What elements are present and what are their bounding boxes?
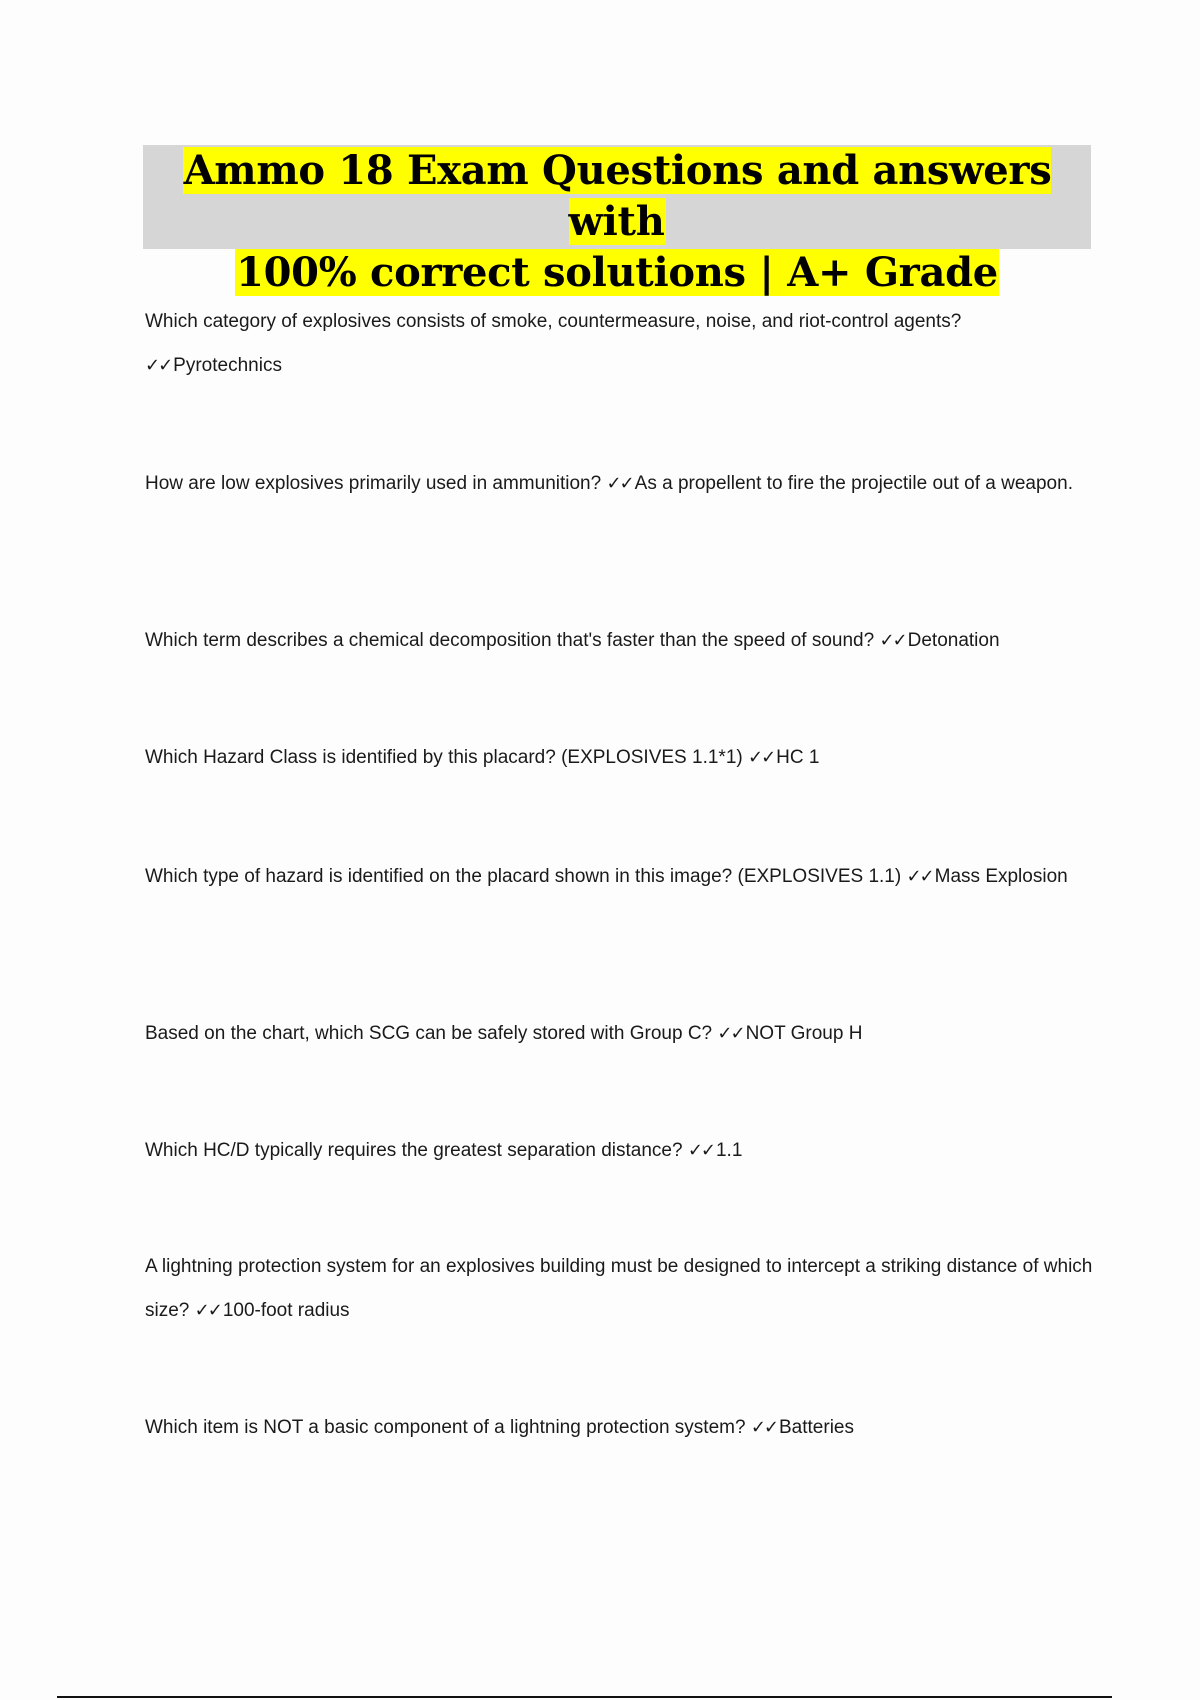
double-check-icon: ✓✓ <box>906 866 933 887</box>
qa-question: How are low explosives primarily used in ammunition? <box>145 473 602 494</box>
qa-question: Which HC/D typically requires the greatest separation distance? <box>145 1140 683 1161</box>
double-check-icon: ✓✓ <box>194 1300 221 1321</box>
qa-item-9 <box>145 1406 1095 1450</box>
qa-question: Based on the chart, which SCG can be safely stored with Group C? <box>145 1023 713 1044</box>
qa-item-6 <box>145 1012 1095 1056</box>
qa-question: Which type of hazard is identified on the placard shown in this image? (EXPLOSIVES 1.1) <box>145 866 902 887</box>
qa-item-3 <box>145 619 1095 663</box>
qa-answer: As a propellent to fire the projectile out of a weapon. <box>634 473 1073 494</box>
qa-question: Which item is NOT a basic component of a lightning protection system? <box>145 1417 746 1438</box>
qa-question: Which Hazard Class is identified by this placard? (EXPLOSIVES 1.1*1) <box>145 747 743 768</box>
qa-item-1 <box>145 300 1095 388</box>
qa-answer: NOT Group H <box>745 1023 863 1044</box>
title-line-2: 100% correct solutions | A+ Grade <box>236 249 998 296</box>
qa-question: A lightning protection system for an explosives building must be designed to intercept a striking distance of which size? <box>145 1256 1093 1321</box>
qa-question: Which term describes a chemical decomposition that's faster than the speed of sound? <box>145 630 875 651</box>
qa-item-5 <box>145 855 1095 899</box>
qa-answer-line <box>145 344 1095 388</box>
double-check-icon: ✓✓ <box>748 747 775 768</box>
double-check-icon: ✓✓ <box>717 1023 744 1044</box>
footer-divider <box>57 1696 1112 1698</box>
qa-item-7 <box>145 1129 1095 1173</box>
double-check-icon: ✓✓ <box>145 355 172 376</box>
qa-item-4 <box>145 736 1095 780</box>
double-check-icon: ✓✓ <box>606 473 633 494</box>
qa-question: Which category of explosives consists of smoke, countermeasure, noise, and riot-control agents? <box>145 311 962 332</box>
qa-answer: 100-foot radius <box>222 1300 350 1321</box>
qa-answer: Batteries <box>779 1417 854 1438</box>
qa-answer: Mass Explosion <box>934 866 1068 887</box>
qa-answer: Detonation <box>907 630 1000 651</box>
double-check-icon: ✓✓ <box>687 1140 714 1161</box>
title-line-1: Ammo 18 Exam Questions and answers with <box>183 147 1052 245</box>
qa-answer: 1.1 <box>715 1140 743 1161</box>
qa-item-2 <box>145 462 1095 506</box>
qa-answer: Pyrotechnics <box>173 355 282 376</box>
qa-answer: HC 1 <box>776 747 820 768</box>
qa-item-8 <box>145 1245 1095 1333</box>
double-check-icon: ✓✓ <box>879 630 906 651</box>
document-title <box>143 145 1091 296</box>
double-check-icon: ✓✓ <box>750 1417 777 1438</box>
